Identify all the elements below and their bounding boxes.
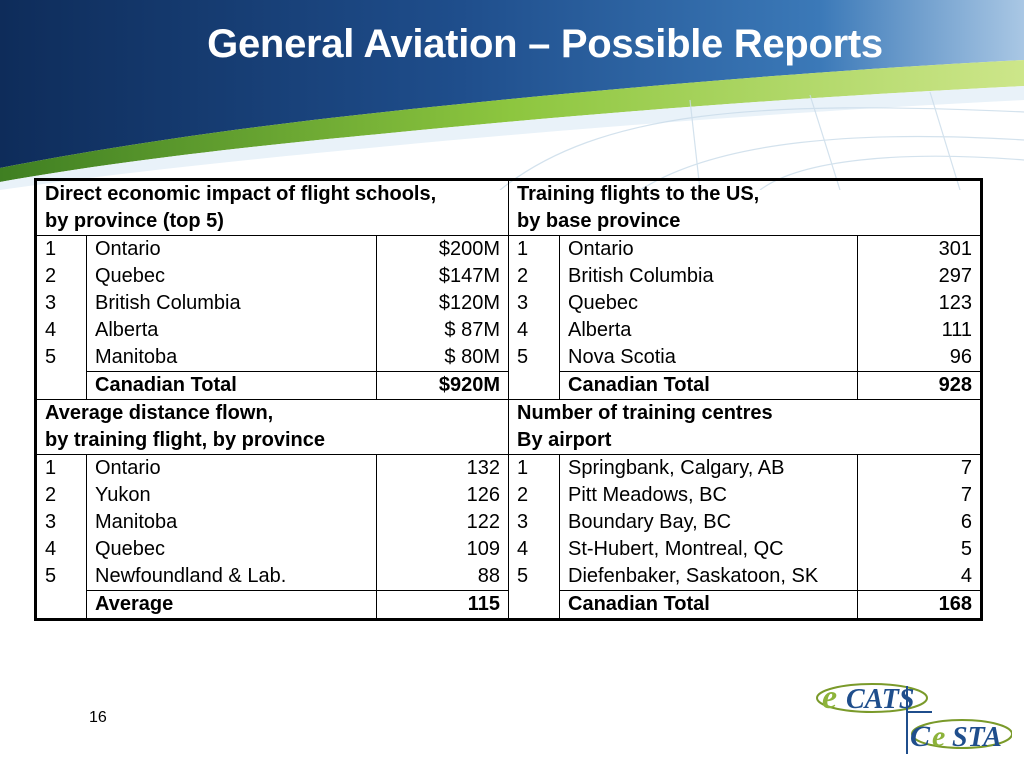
- data-row-bottom: [36, 455, 982, 591]
- name-cell: British Columbia: [568, 265, 714, 287]
- header-line: by training flight, by province: [45, 429, 326, 451]
- avg-distance-total-value: 115: [377, 591, 509, 620]
- name-cell: Nova Scotia: [568, 346, 676, 368]
- name-cell: Alberta: [95, 319, 159, 341]
- training-centres-total-value: 168: [858, 591, 982, 620]
- name-cell: British Columbia: [95, 292, 241, 314]
- header-line: Training flights to the US,: [517, 183, 760, 205]
- name-cell: Newfoundland & Lab.: [95, 565, 287, 587]
- header-line: By airport: [517, 429, 612, 451]
- avg-distance-names: [87, 455, 377, 591]
- rank-cell: 3: [517, 292, 529, 314]
- value-cell: 122: [466, 511, 500, 533]
- training-flights-total-value: 928: [858, 372, 982, 400]
- value-cell: 301: [938, 238, 973, 260]
- training-centres-values: [858, 455, 982, 591]
- value-cell: 132: [466, 457, 500, 479]
- avg-distance-values: [377, 455, 509, 591]
- svg-text:C: C: [910, 720, 931, 753]
- header-row-bottom: [36, 400, 982, 455]
- avg-distance-total-label: Average: [87, 591, 377, 620]
- value-cell: 4: [960, 565, 973, 587]
- svg-text:STA: STA: [952, 722, 1002, 753]
- flight-schools-total-value: $920M: [377, 372, 509, 400]
- name-cell: Springbank, Calgary, AB: [568, 457, 785, 479]
- flight-schools-total-label: Canadian Total: [87, 372, 377, 400]
- header-row-top: [36, 180, 982, 236]
- header-line: Number of training centres: [517, 402, 773, 424]
- value-cell: $120M: [438, 292, 500, 314]
- rank-cell: 3: [45, 292, 57, 314]
- rank-cell: 1: [45, 457, 57, 479]
- name-cell: Diefenbaker, Saskatoon, SK: [568, 565, 819, 587]
- value-cell: $ 87M: [444, 319, 500, 341]
- training-flights-header: [509, 180, 982, 236]
- name-cell: Ontario: [568, 238, 634, 260]
- training-centres-ranks: [509, 455, 560, 620]
- header-line: by base province: [517, 210, 681, 232]
- rank-cell: 4: [45, 538, 57, 560]
- training-centres-names: [560, 455, 858, 591]
- training-centres-header: [509, 400, 982, 455]
- value-cell: 88: [477, 565, 500, 587]
- value-cell: $147M: [438, 265, 500, 287]
- rank-cell: 5: [45, 565, 57, 587]
- rank-cell: 5: [517, 565, 529, 587]
- rank-cell: 4: [517, 538, 529, 560]
- value-cell: 6: [960, 511, 973, 533]
- name-cell: Quebec: [95, 265, 166, 287]
- ecats-cesta-logo-icon: [812, 676, 1012, 756]
- value-cell: 297: [938, 265, 973, 287]
- rank-cell: 3: [517, 511, 529, 533]
- name-cell: St-Hubert, Montreal, QC: [568, 538, 784, 560]
- rank-cell: 2: [517, 484, 529, 506]
- training-flights-ranks: [509, 236, 560, 400]
- reports-table: [34, 178, 983, 621]
- name-cell: Boundary Bay, BC: [568, 511, 732, 533]
- rank-cell: 2: [517, 265, 529, 287]
- name-cell: Pitt Meadows, BC: [568, 484, 727, 506]
- header-line: Direct economic impact of flight schools,: [45, 183, 437, 205]
- value-cell: $200M: [438, 238, 500, 260]
- rank-cell: 5: [45, 346, 57, 368]
- header-line: Average distance flown,: [45, 402, 274, 424]
- data-row-top: [36, 236, 982, 372]
- name-cell: Manitoba: [95, 511, 178, 533]
- name-cell: Quebec: [568, 292, 639, 314]
- name-cell: Ontario: [95, 238, 161, 260]
- svg-text:e: e: [932, 720, 946, 753]
- header-line: by province (top 5): [45, 210, 224, 232]
- page-number: 16: [89, 709, 107, 726]
- flight-schools-names: [87, 236, 377, 372]
- training-flights-names: [560, 236, 858, 372]
- flight-schools-ranks: [36, 236, 87, 400]
- training-flights-values: [858, 236, 982, 372]
- svg-text:e: e: [822, 679, 838, 716]
- value-cell: 5: [960, 538, 973, 560]
- rank-cell: 1: [45, 238, 57, 260]
- flight-schools-values: [377, 236, 509, 372]
- value-cell: 111: [941, 319, 973, 341]
- value-cell: 96: [949, 346, 973, 368]
- value-cell: 109: [466, 538, 500, 560]
- value-cell: $ 80M: [444, 346, 500, 368]
- flight-schools-header: [36, 180, 509, 236]
- training-flights-total-label: Canadian Total: [560, 372, 858, 400]
- avg-distance-header: [36, 400, 509, 455]
- training-centres-total-label: Canadian Total: [560, 591, 858, 620]
- rank-cell: 2: [45, 484, 57, 506]
- rank-cell: 5: [517, 346, 529, 368]
- slide-title: General Aviation – Possible Reports: [207, 22, 883, 66]
- value-cell: 123: [938, 292, 973, 314]
- value-cell: 7: [960, 457, 973, 479]
- value-cell: 126: [466, 484, 500, 506]
- rank-cell: 2: [45, 265, 57, 287]
- name-cell: Quebec: [95, 538, 166, 560]
- rank-cell: 3: [45, 511, 57, 533]
- name-cell: Yukon: [95, 484, 151, 506]
- name-cell: Manitoba: [95, 346, 178, 368]
- rank-cell: 4: [45, 319, 57, 341]
- name-cell: Ontario: [95, 457, 161, 479]
- name-cell: Alberta: [568, 319, 632, 341]
- avg-distance-ranks: [36, 455, 87, 620]
- rank-cell: 4: [517, 319, 529, 341]
- svg-text:CATS: CATS: [846, 684, 915, 715]
- rank-cell: 1: [517, 238, 529, 260]
- value-cell: 7: [960, 484, 973, 506]
- rank-cell: 1: [517, 457, 529, 479]
